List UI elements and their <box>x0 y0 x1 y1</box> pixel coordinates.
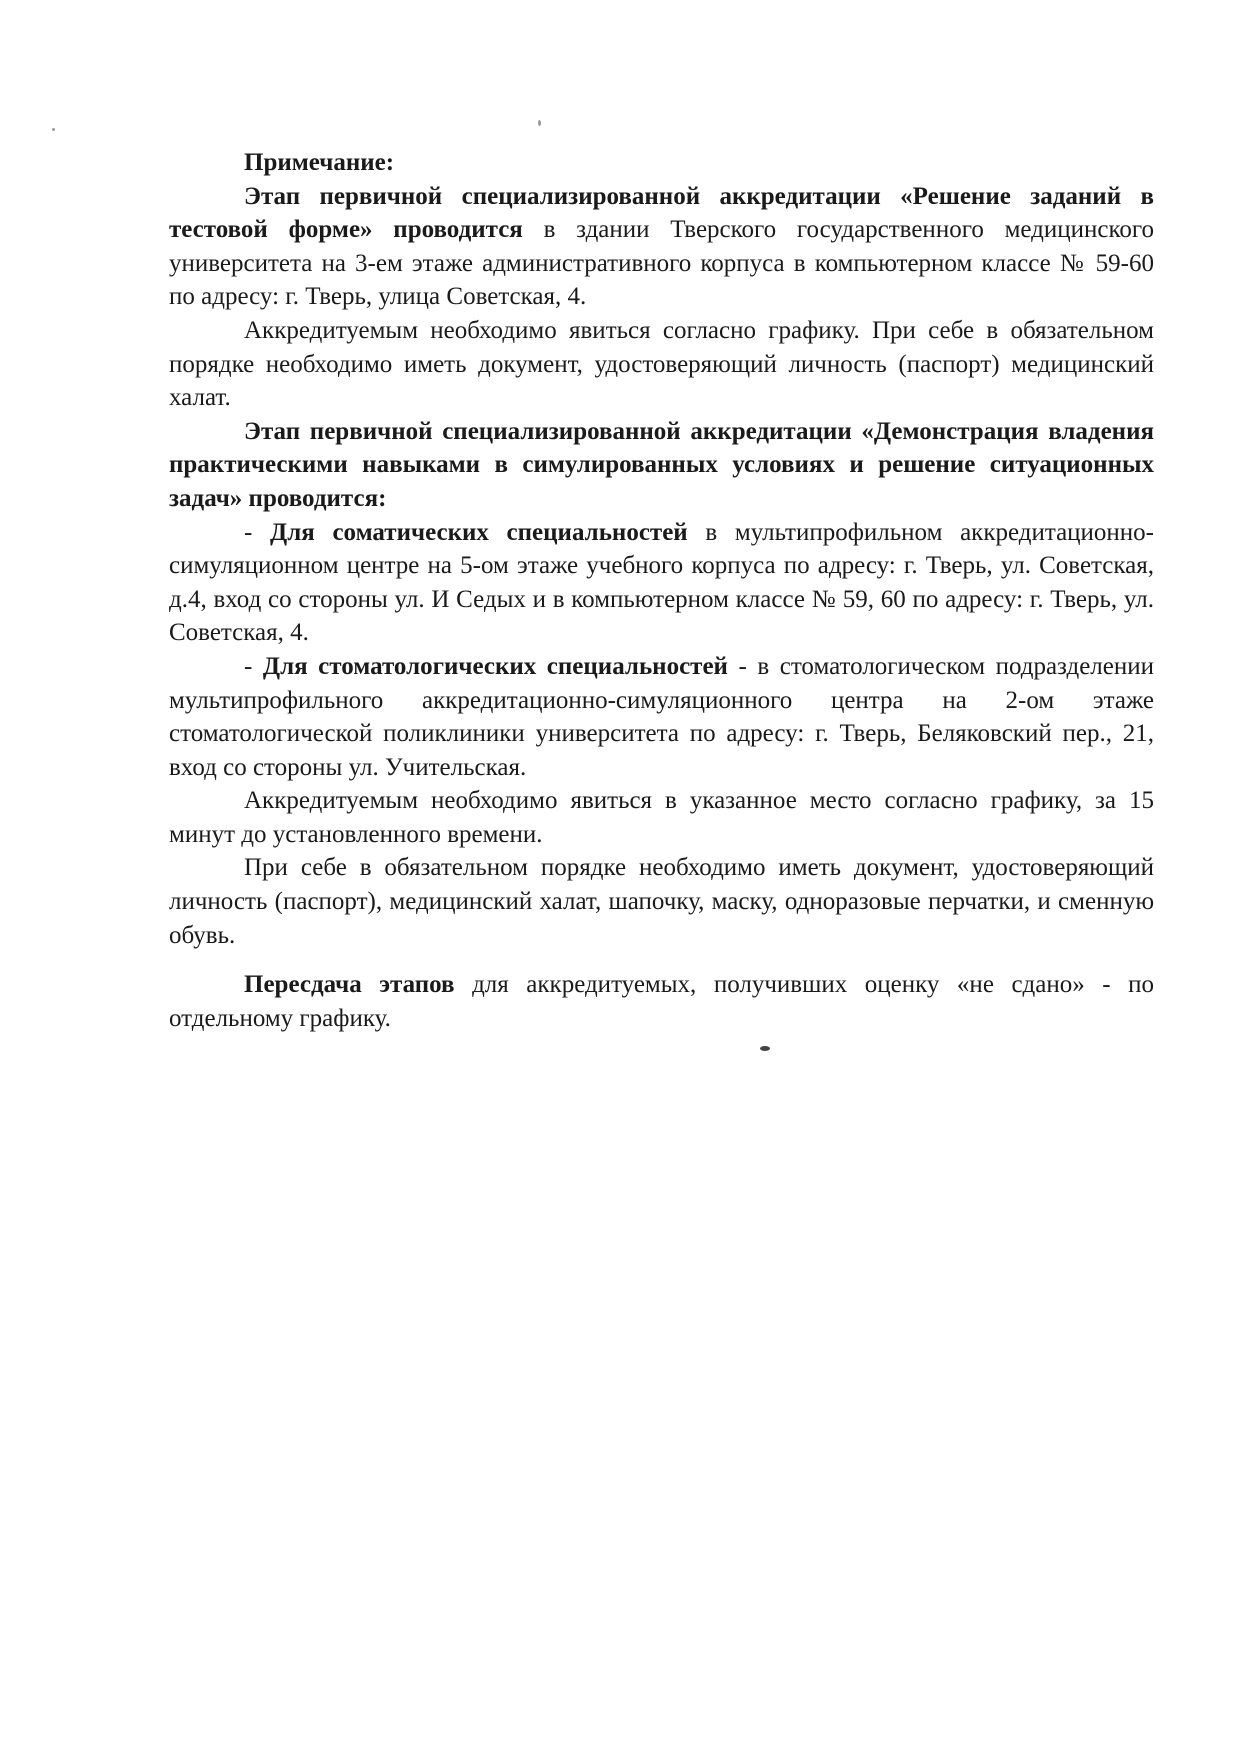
scan-speck <box>52 128 55 131</box>
paragraph-practical-requirements: При себе в обязательном порядке необходимо иметь документ, удостоверяющий личность (паспорт), медицинский халат, шапочку, маску, одноразовые перчатки, и сменную обувь. <box>169 854 1154 949</box>
paragraph-test-stage <box>169 180 1154 314</box>
list-item-dental-text: - в стоматологическом подразделении мультипрофильного аккредитационно-симуляционного центра на 2-ом этаже стоматологической поликлиники университета по адресу: г. Тверь, Беляковский пер., 21, вход со стороны ул. Учительская. <box>169 652 1154 781</box>
list-item-dental <box>169 650 1154 784</box>
list-item-dental-dash: - <box>244 652 263 680</box>
paragraph-retake <box>169 968 1154 1035</box>
list-item-somatic-text: в мультипрофильном аккредитационно-симуляционном центре на 5-ом этаже учебного корпуса по адресу: г. Тверь, ул. Советская, д.4, вход со стороны ул. И Седых и в компьютерном классе № 59, 60 по адресу: г. Тверь, ул. Советская, 4. <box>169 518 1155 647</box>
list-item-somatic-dash: - <box>244 518 271 546</box>
paragraph-test-stage-requirements: Аккредитуемым необходимо явиться согласно графику. При себе в обязательном порядке необходимо иметь документ, удостоверяющий личность (паспорт) медицинский халат. <box>169 316 1154 412</box>
paragraph-retake-bold: Пересдача этапов <box>244 971 455 999</box>
paragraph-test-stage-bold: Этап первичной специализированной аккредитации «Решение заданий в тестовой форме» проводится <box>169 182 1154 244</box>
paragraph-retake-text: для аккредитуемых, получивших оценку «не сдано» - по отдельному графику. <box>169 971 1154 1032</box>
scan-speck <box>760 1046 770 1051</box>
document-body <box>169 146 1154 1035</box>
note-heading: Примечание: <box>244 149 395 176</box>
paragraph-test-stage-text: в здании Тверского государственного медицинского университета на 3-ем этаже административного корпуса в компьютерном классе № 59-60 по адресу: г. Тверь, улица Советская, 4. <box>169 216 1154 311</box>
list-item-dental-bold: Для стоматологических специальностей <box>262 652 728 680</box>
paragraph-practical-stage: Этап первичной специализированной аккредитации «Демонстрация владения практическими навыками в симулированных условиях и решение ситуационных задач» проводится: <box>169 417 1154 512</box>
list-item-somatic-bold: Для соматических специальностей <box>270 518 688 546</box>
list-item-somatic <box>169 516 1154 650</box>
scan-speck <box>538 120 541 126</box>
paragraph-arrival-time: Аккредитуемым необходимо явиться в указанное место согласно графику, за 15 минут до установленного времени. <box>169 787 1154 848</box>
